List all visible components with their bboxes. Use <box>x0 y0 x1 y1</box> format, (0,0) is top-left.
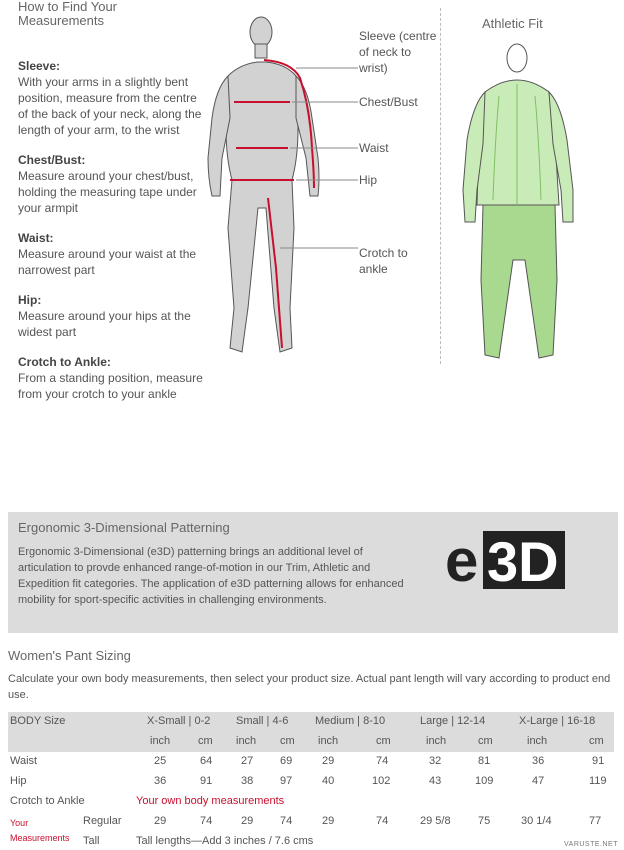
e3d-description: Ergonomic 3-Dimensional (e3D) patterning brings an additional level of articulation to provde enhanced range-of-motion in our Trim, Athletic and Expedition fit categories. The application of e3D patterning allows for enhanced mobility for sport-specific activities in challenging environments. <box>18 546 404 606</box>
instruction-heading: Chest/Bust: <box>18 153 86 167</box>
row-label: Crotch to Ankle <box>10 795 85 807</box>
tall-row <box>8 832 614 850</box>
measurement-instructions <box>18 58 208 416</box>
table-cell: 74 <box>376 815 389 827</box>
table-cell: 102 <box>372 775 391 787</box>
instruction-heading: Waist: <box>18 231 54 245</box>
table-cell: 36 <box>532 755 545 767</box>
instruction-heading: Sleeve: <box>18 59 61 73</box>
figure-torso <box>226 62 298 180</box>
table-cell: 109 <box>475 775 494 787</box>
waist-row <box>8 752 614 772</box>
hip-row <box>8 772 614 792</box>
instruction-text: Measure around your chest/bust, holding the measuring tape under your armpit <box>18 169 197 215</box>
table-cell: 77 <box>589 815 602 827</box>
table-cell: 29 <box>241 815 254 827</box>
table-cell: 74 <box>280 815 293 827</box>
unit-cm: cm <box>280 735 295 747</box>
athletic-head <box>507 44 527 72</box>
sizing-intro: Calculate your own body measurements, then select your product size. Actual pant length will vary according to product end use. <box>8 673 611 701</box>
size-small: Small | 4-6 <box>236 715 289 727</box>
your-label: Your <box>10 818 29 828</box>
row-label: Regular <box>83 815 122 827</box>
athletic-pants <box>481 205 557 358</box>
table-cell: 29 <box>154 815 167 827</box>
table-cell: 43 <box>429 775 442 787</box>
unit-inch: inch <box>150 735 171 747</box>
crotch-row <box>8 792 614 812</box>
chest-instruction <box>18 152 208 216</box>
instruction-text: Measure around your hips at the widest part <box>18 309 191 339</box>
row-label: Hip <box>10 775 27 787</box>
table-cell: 36 <box>154 775 167 787</box>
table-cell: 40 <box>322 775 335 787</box>
table-cell: 91 <box>592 755 605 767</box>
size-header-row <box>8 712 614 732</box>
e3d-panel <box>8 512 618 633</box>
table-cell: 64 <box>200 755 213 767</box>
table-cell: 30 1/4 <box>521 815 552 827</box>
athletic-fit-title: Athletic Fit <box>482 16 543 31</box>
waist-instruction <box>18 230 208 278</box>
callout-hip: Hip <box>359 173 378 187</box>
unit-cm: cm <box>376 735 391 747</box>
table-cell: 119 <box>589 775 607 787</box>
table-cell: 74 <box>376 755 389 767</box>
table-cell: 25 <box>154 755 167 767</box>
table-cell: 32 <box>429 755 442 767</box>
unit-cm: cm <box>478 735 493 747</box>
e3d-logo-e: e <box>445 531 479 589</box>
callout-chest: Chest/Bust <box>359 95 418 109</box>
callout-waist: Waist <box>359 141 389 155</box>
table-cell: 47 <box>532 775 545 787</box>
section-divider <box>440 8 441 364</box>
figure-neck <box>255 44 267 58</box>
sleeve-instruction <box>18 58 208 138</box>
row-label: Tall <box>83 835 100 847</box>
row-label: Waist <box>10 755 38 767</box>
unit-inch: inch <box>426 735 447 747</box>
instruction-heading: Crotch to Ankle: <box>18 355 111 369</box>
callout-crotch: Crotch to ankle <box>359 246 408 276</box>
e3d-title: Ergonomic 3-Dimensional Patterning <box>18 520 230 535</box>
unit-inch: inch <box>236 735 257 747</box>
figure-left-arm <box>208 76 230 196</box>
size-xsmall: X-Small | 0-2 <box>147 715 211 727</box>
e3d-logo-3d: 3D <box>487 531 559 589</box>
unit-inch: inch <box>527 735 548 747</box>
instruction-heading: Hip: <box>18 293 42 307</box>
crotch-instruction <box>18 354 208 402</box>
instruction-text: Measure around your waist at the narrowest part <box>18 247 197 277</box>
table-cell: 27 <box>241 755 254 767</box>
size-medium: Medium | 8-10 <box>315 715 386 727</box>
instruction-text: With your arms in a slightly bent position, measure from the centre of the back of your neck, along the length of your arm, to the wrist <box>18 75 202 137</box>
athletic-jacket <box>477 80 559 205</box>
unit-cm: cm <box>198 735 213 747</box>
size-xlarge: X-Large | 16-18 <box>519 715 596 727</box>
table-cell: 81 <box>478 755 491 767</box>
table-cell: 69 <box>280 755 293 767</box>
callout-sleeve: Sleeve (centre of neck to wrist) <box>359 29 437 75</box>
body-size-label: BODY Size <box>10 715 66 727</box>
sizing-title: Women's Pant Sizing <box>8 648 131 663</box>
athletic-fit-figure <box>455 40 585 370</box>
table-cell: 29 5/8 <box>420 815 451 827</box>
watermark: VARUSTE.NET <box>564 841 618 848</box>
instruction-text: From a standing position, measure from your crotch to your ankle <box>18 371 203 401</box>
tall-note: Tall lengths—Add 3 inches / 7.6 cms <box>136 835 314 847</box>
regular-row <box>8 812 614 832</box>
measurements-label: Measurements <box>10 833 70 843</box>
figure-head <box>250 17 272 47</box>
table-cell: 38 <box>241 775 254 787</box>
unit-inch: inch <box>318 735 339 747</box>
page-title: How to Find Your Measurements <box>18 0 118 28</box>
e3d-logo <box>445 531 565 589</box>
size-large: Large | 12-14 <box>420 715 486 727</box>
crotch-note: Your own body measurements <box>136 795 285 807</box>
unit-cm: cm <box>589 735 604 747</box>
figure-right-arm <box>296 76 319 196</box>
table-cell: 91 <box>200 775 213 787</box>
table-cell: 29 <box>322 815 335 827</box>
figure-legs <box>228 180 294 352</box>
hip-instruction <box>18 292 208 340</box>
table-cell: 75 <box>478 815 491 827</box>
table-cell: 74 <box>200 815 213 827</box>
table-cell: 97 <box>280 775 293 787</box>
table-cell: 29 <box>322 755 335 767</box>
unit-row <box>8 732 614 752</box>
